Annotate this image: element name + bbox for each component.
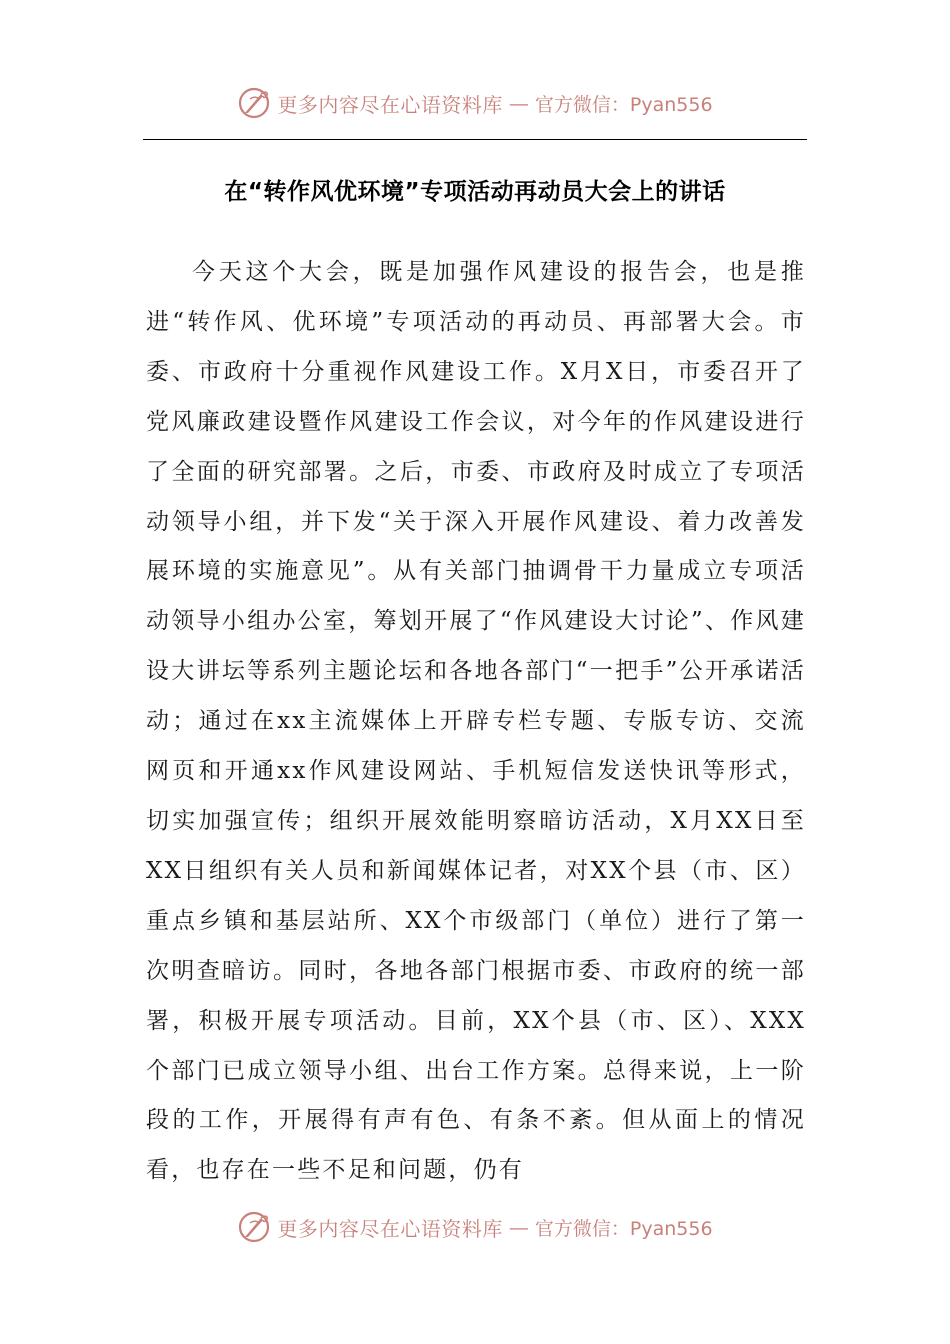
watermark-dash: — bbox=[508, 91, 529, 115]
watermark-brand: 更多内容尽在心语资料库 bbox=[277, 92, 503, 117]
body-paragraph: 今天这个大会，既是加强作风建设的报告会，也是推进“转作风、优环境”专项活动的再动员、再部署大会。市委、市政府十分重视作风建设工作。X月X日，市委召开了党风廉政建设暨作风建设工作会议，对今年的作风建设进行了全面的研究部署。之后，市委、市政府及时成立了专项活动领导小组，并下发“关于深入开展作风建设、着力改善发展环境的实施意见”。从有关部门抽调骨干力量成立专项活动领导小组办公室，筹划开展了“作风建设大讨论”、作风建设大讲坛等系列主题论坛和各地各部门“一把手”公开承诺活动；通过在xx主流媒体上开辟专栏专题、专版专访、交流网页和开通xx作风建设网站、手机短信发送快讯等形式，切实加强宣传；组织开展效能明察暗访活动，X月XX日至XX日组织有关人员和新闻媒体记者，对XX个县（市、区）重点乡镇和基层站所、XX个市级部门（单位）进行了第一次明查暗访。同时，各地各部门根据市委、市政府的统一部署，积极开展专项活动。目前，XX个县（市、区）、XXX个部门已成立领导小组、出台工作方案。总得来说，上一阶段的工作，开展得有声有色、有条不紊。但从面上的情况看，也存在一些不足和问题，仍有 bbox=[146, 259, 806, 1184]
watermark-contact: 官方微信：Pyan556 bbox=[534, 93, 713, 116]
document-title: 在“转作风优环境”专项活动再动员大会上的讲话 bbox=[224, 179, 726, 205]
watermark-contact: 官方微信：Pyan556 bbox=[534, 1217, 713, 1240]
header-rule bbox=[143, 139, 807, 140]
header-watermark bbox=[0, 86, 950, 120]
watermark-brand: 更多内容尽在心语资料库 bbox=[277, 1216, 503, 1241]
footer-watermark bbox=[0, 1210, 950, 1244]
watermark-dash: — bbox=[508, 1215, 529, 1239]
quill-logo-icon bbox=[237, 86, 271, 120]
quill-logo-icon bbox=[237, 1210, 271, 1244]
